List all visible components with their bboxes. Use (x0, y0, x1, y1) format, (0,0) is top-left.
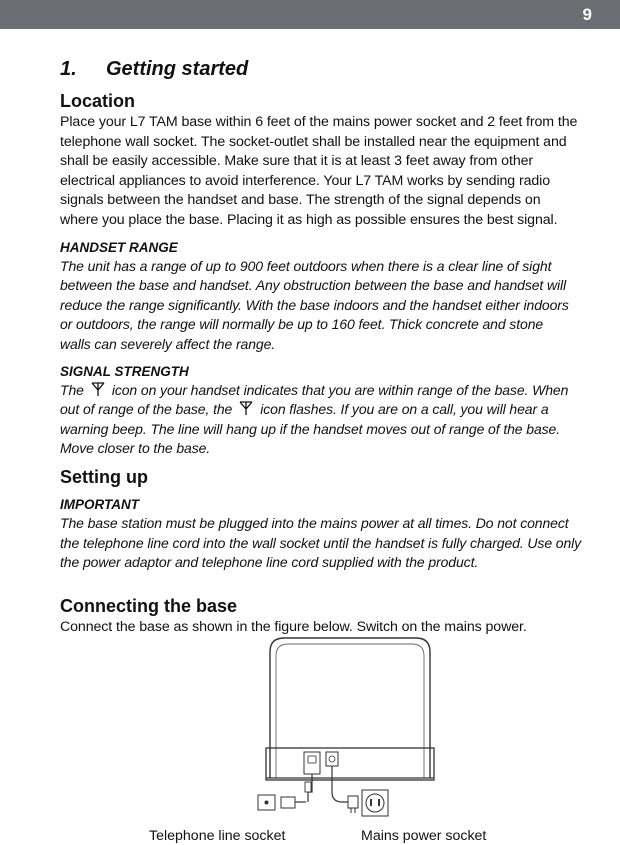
signal-text: out of range of the base, the (60, 401, 233, 418)
base-connection-figure (148, 630, 508, 845)
antenna-icon (90, 381, 106, 397)
base-unit-bottom (266, 748, 434, 780)
setting-up-heading: Setting up (60, 466, 148, 487)
location-line: signals between the handset and base. The strength of the signal depends on (60, 192, 541, 209)
location-paragraph (60, 113, 594, 231)
location-heading: Location (60, 91, 135, 111)
signal-text: The (60, 381, 84, 398)
important-line: the power adaptor and telephone line cord supplied with the product. (60, 554, 479, 571)
base-unit-outline (270, 638, 430, 778)
page-content (60, 57, 594, 637)
location-line: shall be easily accessible. Make sure that it is at least 3 feet away from other (60, 153, 534, 170)
important-line: the telephone line cord into the wall socket until the handset is fully charged. Use only (60, 534, 582, 551)
chapter-title (60, 57, 594, 81)
location-line: where you place the base. Placing it as high as possible ensures the best signal. (60, 211, 558, 228)
signal-strength-paragraph (60, 381, 594, 459)
connecting-heading: Connecting the base (60, 595, 238, 616)
base-power-port (326, 752, 338, 766)
important-label: IMPORTANT (60, 496, 139, 512)
handset-range-line: The unit has a range of up to 900 feet outdoors when there is a clear line of sight (60, 257, 552, 274)
antenna-icon (238, 400, 254, 416)
telephone-plug (281, 797, 295, 808)
chapter-number: 1. (60, 58, 77, 80)
chapter-title-text: Getting started (106, 58, 249, 80)
signal-text: icon on your handset indicates that you are within range of the base. When (111, 381, 569, 398)
handset-range-line: or outdoors, the range will normally be up to 160 feet. Thick concrete and stone (60, 316, 544, 333)
page-header-bar (0, 0, 620, 29)
important-line: The base station must be plugged into the mains power at all times. Do not connect (60, 514, 569, 531)
telephone-socket-caption: Telephone line socket (149, 828, 286, 844)
handset-range-line: between the base and handset. Any obstruction between the base and handset will (60, 277, 567, 294)
mains-socket-caption: Mains power socket (361, 828, 487, 844)
signal-text: icon flashes. If you are on a call, you will hear a (260, 401, 549, 418)
signal-text: warning beep. The line will hang up if the handset moves out of range of the base. (60, 420, 561, 437)
location-line: electrical appliances to avoid interference. Your L7 TAM works by sending radio (60, 172, 550, 189)
page-number: 9 (582, 5, 592, 24)
signal-strength-heading: SIGNAL STRENGTH (60, 363, 189, 379)
handset-range-line: walls can severely affect the range. (60, 335, 276, 352)
connecting-paragraph: Connect the base as shown in the figure below. Switch on the mains power. (60, 618, 527, 635)
important-paragraph (60, 514, 594, 573)
handset-range-paragraph (60, 257, 594, 355)
location-line: telephone wall socket. The socket-outlet shall be installed near the equipment and (60, 133, 567, 150)
base-unit-inner-outline (276, 644, 424, 778)
location-line: Place your L7 TAM base within 6 feet of the mains power socket and 2 feet from the (60, 114, 578, 130)
handset-range-heading: HANDSET RANGE (60, 239, 178, 255)
signal-text: Move closer to the base. (60, 440, 211, 457)
handset-range-line: reduce the range significantly. With the base indoors and the handset either indoors (60, 296, 569, 313)
